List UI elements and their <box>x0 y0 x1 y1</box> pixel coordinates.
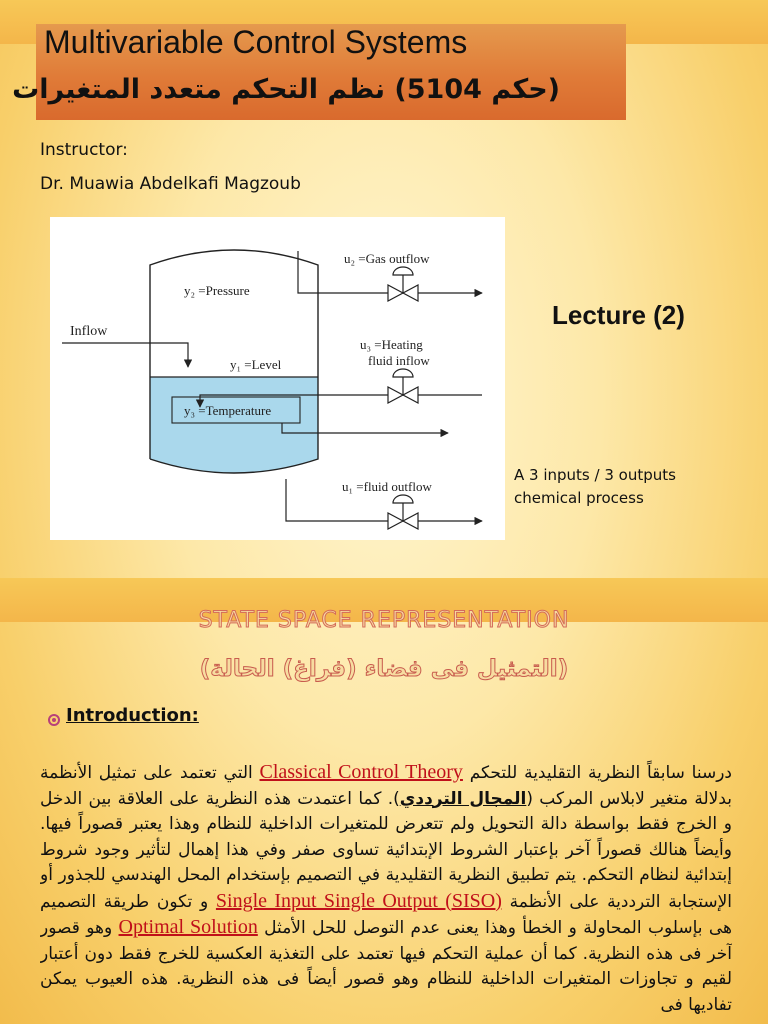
inflow-pipe <box>62 343 188 367</box>
intro-text-3: ). كما اعتمدت هذه النظرية على العلاقة بين الدخل و الخرج فقط بواسطة دالة التحويل ولم تتعرض للمتغيرات الداخلية للنظام وهذا يعتبر قصوراً فيها. وأيضاً هنالك قصوراً آخر بإعتبار الشروط الإبتدائية تساوى صفر وفي هذا إهمال لتأثير وجود شروط إبتدائية لنظام التحكم. يتم تطبيق النظرية التقليدية في التصميم بإستخدام المحل الهندسي للجذور أو الإستجابة الترددية على الأنظمة <box>40 788 732 912</box>
link-siso[interactable]: Single Input Single Output (SISO) <box>215 889 502 912</box>
link-classical-control-theory[interactable]: Classical Control Theory <box>259 761 463 783</box>
instructor-label: Instructor: <box>40 140 128 160</box>
section-title: STATE SPACE REPRESENTATION <box>198 608 570 633</box>
liquid-fill <box>150 377 318 473</box>
process-diagram <box>50 217 505 540</box>
process-diagram-svg <box>50 217 505 540</box>
valve-u3-actuator <box>393 369 413 377</box>
intro-heading: Introduction: <box>66 705 199 726</box>
diagram-caption: A 3 inputs / 3 outputs chemical process <box>514 466 676 507</box>
intro-text-1: درسنا سابقاً النظرية التقليدية للتحكم <box>462 763 732 783</box>
label-u3-line1: u₃ =Heating <box>360 337 423 352</box>
title-arabic: (حكم 5104) نظم التحكم متعدد المتغيرات <box>12 74 560 105</box>
intro-paragraph <box>40 760 732 1024</box>
valve-u2-actuator <box>393 267 413 275</box>
link-optimal-solution[interactable]: Optimal Solution <box>118 916 258 938</box>
intro-text-2: التي تعتمد على تمثيل الأنظمة بدلالة متغير لابلاس المركب ( <box>40 763 732 809</box>
title-english: Multivariable Control Systems <box>44 24 468 60</box>
label-u3-line2: fluid inflow <box>368 353 430 368</box>
label-y3: y₃ =Temperature <box>184 403 272 418</box>
section-subtitle: (التمثيل فى فضاء (فراغ) الحالة) <box>199 656 569 682</box>
label-inflow: Inflow <box>70 324 108 339</box>
label-u1: u₁ =fluid outflow <box>342 479 432 494</box>
intro-bold-frequency-domain: المجال الترددي <box>399 788 527 809</box>
label-y1: y₁ =Level <box>230 357 282 372</box>
title-box <box>12 24 626 120</box>
label-y2: y₂ =Pressure <box>184 283 250 298</box>
valve-u1-actuator <box>393 495 413 503</box>
intro-text-4: و تكون طريقة التصميم هى بإسلوب المحاولة و الخطأ وهذا يعنى عدم التوصل للحل الأمثل <box>40 891 732 938</box>
lecture-number: Lecture (2) <box>552 300 685 330</box>
intro-text-5: وهو قصور آخر فى هذه النظرية. كما أن عملية التحكم فيها تعتمد على التغذية العكسية للخرج فقط دون أعتبار لقيم و تجاوزات المتغيرات الداخلية للنظام وهو قصور أيضاً فى هذه النظرية. هذه العيوب يمكن تفاديها فى <box>40 918 732 1015</box>
label-u2: u₂ =Gas outflow <box>344 251 430 266</box>
bullet-icon <box>48 714 60 726</box>
instructor-name: Dr. Muawia Abdelkafi Magzoub <box>40 174 301 194</box>
